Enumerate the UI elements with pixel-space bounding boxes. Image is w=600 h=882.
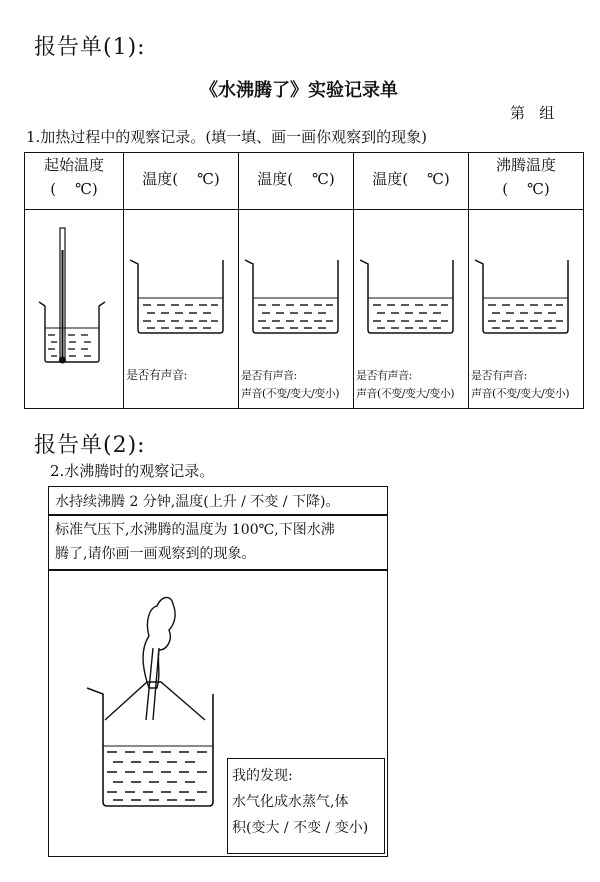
cell-temp-2 — [239, 210, 354, 409]
sound-change-options: 声音(不变/变大/变小) — [241, 387, 339, 400]
sound-question: 是否有声音: — [356, 369, 412, 382]
boiling-temp-row — [48, 486, 388, 516]
header-line: 沸腾温度 — [495, 156, 556, 174]
header-temp-2 — [239, 153, 354, 210]
findings-line: 水气化成水蒸气,体 — [232, 794, 349, 810]
findings-title: 我的发现: — [232, 768, 293, 784]
draw-instruction-line: 标准气压下,水沸腾的温度为 100℃,下图水沸 — [55, 522, 335, 538]
header-line: 温度( ℃) — [257, 170, 335, 188]
cell-boiling — [469, 210, 584, 409]
header-temp-3 — [354, 153, 469, 210]
beaker-thermometer-drawing — [25, 210, 123, 408]
cell-start — [25, 210, 124, 409]
header-line: 温度( ℃) — [142, 170, 220, 188]
beaker-drawing — [354, 210, 468, 350]
header-line: ( ℃) — [502, 180, 550, 198]
report1-instruction: 1.加热过程中的观察记录。(填一填、画一画你观察到的现象) — [26, 128, 428, 146]
header-line: 温度( ℃) — [372, 170, 450, 188]
group-label: 第 组 — [510, 104, 555, 122]
beaker-drawing — [124, 210, 238, 350]
report1-heading: 报告单(1): — [34, 35, 146, 60]
header-line: ( ℃) — [50, 180, 98, 198]
beaker-drawing — [239, 210, 353, 350]
findings-box — [227, 758, 385, 854]
report1-title: 《水沸腾了》实验记录单 — [200, 80, 398, 101]
report2-instruction: 2.水沸腾时的观察记录。 — [50, 462, 215, 480]
cell-temp-1 — [124, 210, 239, 409]
sound-change-options: 声音(不变/变大/变小) — [471, 387, 569, 400]
boiling-temp-question: 水持续沸腾 2 分钟,温度(上升 / 不变 / 下降)。 — [55, 494, 340, 510]
sound-question: 是否有声音: — [241, 369, 297, 382]
header-temp-1 — [124, 153, 239, 210]
drawing-area — [48, 569, 388, 857]
report2-heading: 报告单(2): — [34, 433, 146, 458]
draw-instruction — [49, 515, 387, 569]
heating-observation-table — [24, 152, 584, 409]
header-boiling-temp — [469, 153, 584, 210]
cell-temp-3 — [354, 210, 469, 409]
beaker-drawing — [469, 210, 583, 350]
draw-instruction-row — [48, 514, 388, 571]
findings-line: 积(变大 / 不变 / 变小) — [232, 820, 369, 836]
draw-instruction-line: 腾了,请你画一画观察到的现象。 — [55, 546, 256, 562]
sound-change-options: 声音(不变/变大/变小) — [356, 387, 454, 400]
sound-question: 是否有声音: — [471, 369, 527, 382]
header-start-temp — [25, 153, 124, 210]
sound-question: 是否有声音: — [126, 368, 188, 382]
header-line: 起始温度 — [43, 156, 104, 174]
